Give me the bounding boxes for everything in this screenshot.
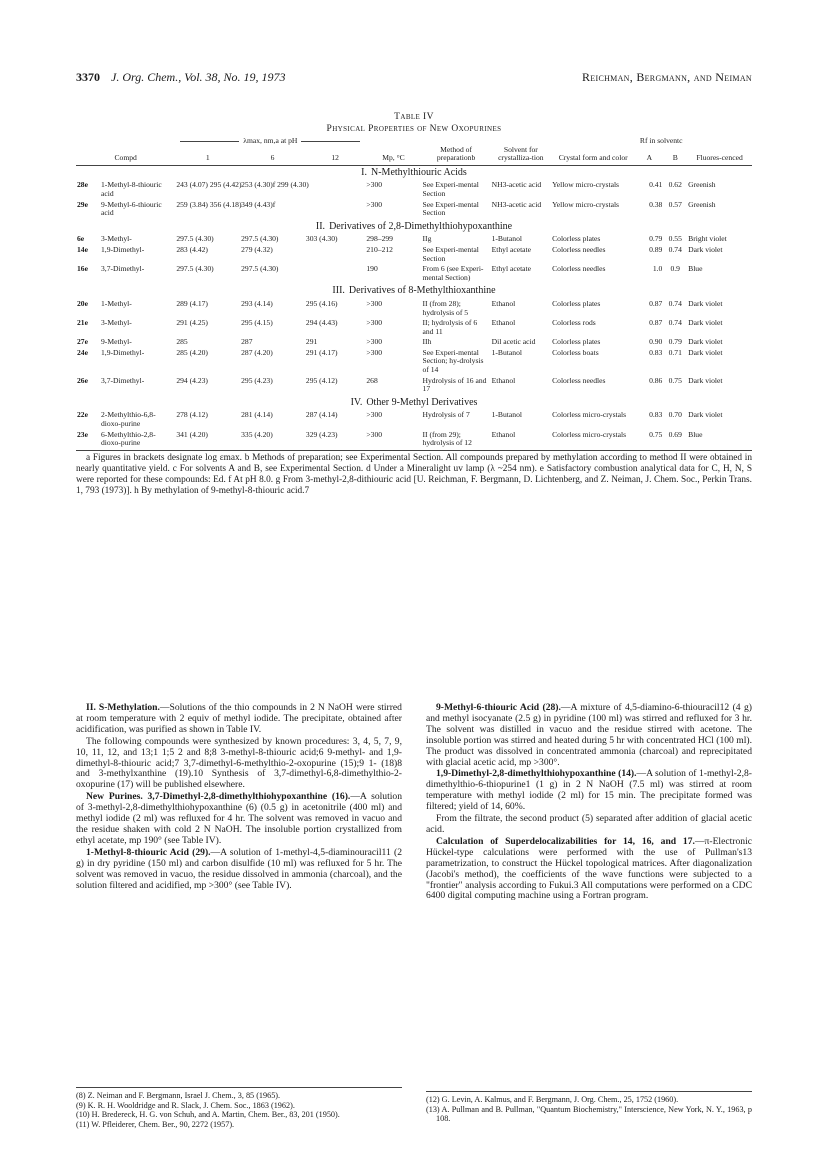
rf-a: 0.83 bbox=[649, 347, 663, 357]
col-solvent: Solvent for crystalliza-tion bbox=[491, 146, 551, 166]
footnote-text: a Figures in brackets designate log εmax. b Methods of preparation; see Experimental Section. All compounds prepared by methylation according to method II were obtained in nearly quantitative yield. c For solvents A and B, see Experimental Section. d Under a Mineralight uv lamp (λ ~254 nm). e Satisfactory combustion analytical data for C, H, N, S were reported for these compounds: Ed. f At pH 8.0. g From 3-methyl-2,8-dithiouric acid [U. Reichman, F. Bergmann, D. Lichtenberg, and Z. Neiman, J. Chem. Soc., Perkin Trans. 1, 793 (1973)]. h By methylation of 9-methyl-8-thiouric acid.7 bbox=[76, 452, 752, 496]
crystal-form: Yellow micro-crystals bbox=[552, 180, 620, 190]
fluorescence: Dark violet bbox=[688, 244, 723, 254]
paragraph bbox=[76, 737, 402, 792]
col-ph12: 12 bbox=[305, 146, 365, 166]
compound-cell bbox=[76, 181, 175, 200]
compound-number: 22e bbox=[77, 410, 88, 420]
paragraph-text: —A mixture of 4,5-diamino-6-thiouracil12 (4 g) and methyl isocyanate (2.5 g) in pyridine (100 ml) was stirred and refluxed for 3 hr. The solvent was distilled in vacuo and the residue stirred with acetone. The insoluble portion was stirred and heated during 5 hr with concentrated HCl (100 ml). The product was dissolved in concentrated ammonia (charcoal) and reprecipitated with glacial acetic acid, mp >300°. bbox=[426, 702, 752, 768]
table-row bbox=[76, 319, 752, 338]
uv-ph12: 295 (4.16) bbox=[305, 298, 338, 308]
section-row bbox=[76, 220, 752, 236]
uv-ph12: 329 (4.23) bbox=[305, 431, 365, 451]
solvent: NH3-acetic acid bbox=[491, 199, 542, 209]
fluorescence: Dark violet bbox=[688, 298, 723, 308]
uv-ph1: 297.5 (4.30) bbox=[176, 234, 214, 244]
section-title: N-Methylthiouric Acids bbox=[371, 166, 467, 178]
section-title: Other 9-Methyl Derivatives bbox=[366, 396, 478, 408]
paragraph bbox=[76, 703, 402, 736]
section-row bbox=[76, 284, 752, 300]
compound-number: 24e bbox=[77, 347, 88, 357]
solvent: NH3-acetic acid bbox=[491, 180, 542, 190]
table-row bbox=[76, 377, 752, 396]
section-cell bbox=[76, 165, 752, 181]
compound-number: 21e bbox=[77, 318, 88, 328]
compound-name: 9-Methyl-6-thiouric acid bbox=[101, 199, 162, 218]
fluorescence: Dark violet bbox=[688, 337, 723, 347]
compound-cell bbox=[76, 201, 175, 220]
section-cell bbox=[76, 396, 752, 412]
rf-a: 0.41 bbox=[649, 180, 663, 190]
col-ph6: 6 bbox=[240, 146, 305, 166]
crystal-form: Colorless plates bbox=[552, 298, 601, 308]
rf-b: 0.55 bbox=[668, 234, 682, 244]
compound-number: 26e bbox=[77, 375, 88, 385]
method: See Experi-mental Section bbox=[422, 180, 479, 198]
table-row bbox=[76, 181, 752, 200]
solvent: Ethanol bbox=[491, 375, 516, 385]
compound-name: 3,7-Dimethyl- bbox=[101, 375, 145, 385]
uv-ph6: 335 (4.20) bbox=[240, 431, 305, 451]
melting-point: >300 bbox=[366, 180, 383, 190]
method: IIg bbox=[422, 234, 432, 244]
rf-b: 0.74 bbox=[668, 318, 682, 328]
compound-name: 1-Methyl-8-thiouric acid bbox=[101, 180, 162, 198]
paragraph bbox=[426, 769, 752, 813]
crystal-form: Colorless needles bbox=[552, 244, 606, 254]
paragraph-text: The following compounds were synthesized by known procedures: 3, 4, 5, 7, 9, 10, 11, 12, and 13;1 1;5 2 and 8;8 3-methyl-8-thiouric acid;6 9-methyl- and 1,9-dimethyl-8-thiouric acid;7 3,7-dimethyl-6-methylthio-2-oxopurine (15);9 1- (18)8 and 3-methylxanthine (19).10 Synthesis of 3,7-dimethyl-6,8-dimethylthio-2-oxopurine (17) will be published elsewhere. bbox=[76, 735, 402, 791]
method: See Experi-mental Section bbox=[422, 199, 479, 218]
paragraph-text: —A solution of 1-methyl-2,8-dimethylthio-6-thiopurine1 (1 g) in 2 N NaOH (7.5 ml) was stirred at room temperature with methyl iodide (2 ml) for 15 min. The precipitate formed was filtered; yield of 14, 60%. bbox=[426, 768, 752, 813]
compound-cell bbox=[76, 265, 175, 284]
uv-ph12: 294 (4.43) bbox=[305, 318, 338, 328]
rf-a: 0.75 bbox=[635, 431, 663, 451]
paragraph-text: —A solution of 3-methyl-2,8-dimethylthiohypoxanthine (6) (0.5 g) in acetonitrile (400 ml) and methyl iodide (2 ml) was refluxed for 4 hr. The solvent was removed in vacuo and the residue shaken with cold 2 N NaOH. The insoluble portion crystallized from ethyl acetate, mp 190° (see Table IV). bbox=[76, 791, 402, 846]
col-compd: Compd bbox=[76, 146, 175, 166]
compound-cell bbox=[76, 377, 175, 396]
references bbox=[76, 1087, 402, 1129]
rf-a: 0.89 bbox=[649, 244, 663, 254]
melting-point: >300 bbox=[366, 199, 383, 209]
rf-b: 0.71 bbox=[668, 347, 682, 357]
uv-ph1: 285 (4.20) bbox=[176, 347, 208, 357]
uv-ph1: 259 (3.84) 356 (4.18) bbox=[176, 199, 242, 209]
uv-ph12: 303 (4.30) bbox=[305, 234, 338, 244]
rf-a: 0.90 bbox=[649, 337, 663, 347]
reference: (13) A. Pullman and B. Pullman, "Quantum Biochemistry," Interscience, New York, N. Y., 1963, p 108. bbox=[426, 1104, 752, 1124]
fluorescence: Bright violet bbox=[688, 234, 727, 244]
uv-ph6: 297.5 (4.30) bbox=[241, 234, 279, 244]
section-cell bbox=[76, 284, 752, 300]
method: Hydrolysis of 16 and 17 bbox=[422, 375, 487, 394]
method: IIh bbox=[422, 337, 432, 347]
crystal-form: Colorless needles bbox=[552, 375, 606, 385]
properties-table bbox=[76, 136, 752, 451]
table-footnotes bbox=[76, 453, 752, 497]
rf-a: 0.87 bbox=[649, 298, 663, 308]
section-number: III. bbox=[332, 285, 345, 297]
uv-ph12 bbox=[305, 246, 365, 265]
rf-header: Rf in solventc bbox=[639, 136, 683, 145]
section-number: IV. bbox=[350, 396, 363, 408]
uv-ph6: 253 (4.30)f 299 (4.30) bbox=[241, 180, 309, 190]
paragraph bbox=[426, 837, 752, 902]
rf-b: 0.79 bbox=[668, 337, 682, 347]
compound-cell bbox=[76, 300, 175, 319]
melting-point: >300 bbox=[366, 347, 383, 357]
compound-number: 16e bbox=[77, 264, 88, 274]
method: II (from 29); hydrolysis of 12 bbox=[422, 431, 491, 451]
compound-cell bbox=[76, 411, 175, 430]
fluorescence: Dark violet bbox=[688, 318, 723, 328]
left-column bbox=[76, 702, 402, 1129]
uv-ph6: 287 (4.20) bbox=[241, 347, 273, 357]
table-row bbox=[76, 300, 752, 319]
rf-b: 0.74 bbox=[668, 244, 682, 254]
paragraph-heading: 1,9-Dimethyl-2,8-dimethylthiohypoxanthine (14). bbox=[436, 768, 637, 780]
melting-point: 268 bbox=[366, 375, 378, 385]
table-row bbox=[76, 349, 752, 377]
compound-number: 23e bbox=[77, 429, 88, 439]
uv-ph6: 287 bbox=[241, 337, 253, 347]
melting-point: >300 bbox=[366, 298, 383, 308]
uv-ph1: 243 (4.07) 295 (4.42) bbox=[176, 180, 242, 190]
uv-ph12 bbox=[305, 201, 365, 220]
solvent: 1-Butanol bbox=[491, 410, 522, 420]
section-number: I. bbox=[361, 166, 367, 178]
reference: (8) Z. Neiman and F. Bergmann, Israel J. Chem., 3, 85 (1965). bbox=[76, 1091, 281, 1100]
uv-ph6: 295 (4.23) bbox=[241, 375, 273, 385]
col-ph1: 1 bbox=[175, 146, 240, 166]
rf-b: 0.75 bbox=[668, 375, 682, 385]
uv-ph6: 279 (4.32) bbox=[241, 244, 273, 254]
melting-point: >300 bbox=[365, 431, 421, 451]
page-number: 3370 bbox=[76, 70, 100, 84]
section-row bbox=[76, 165, 752, 181]
compound-number: 29e bbox=[77, 199, 88, 209]
compound-cell bbox=[76, 349, 175, 377]
uv-ph12: 291 (4.17) bbox=[305, 347, 338, 357]
paragraph bbox=[426, 814, 752, 836]
rf-a: 0.79 bbox=[649, 234, 663, 244]
compound-name: 1-Methyl- bbox=[101, 298, 132, 308]
table-row bbox=[76, 411, 752, 430]
method: From 6 (see Experi-mental Section) bbox=[422, 264, 484, 282]
compound-name: 6-Methylthio-2,8-dioxo-purine bbox=[101, 429, 156, 448]
rf-b: 0.69 bbox=[663, 431, 687, 451]
crystal-form: Colorless boats bbox=[552, 347, 599, 357]
method: Hydrolysis of 7 bbox=[422, 410, 470, 420]
reference: (11) W. Pfleiderer, Chem. Ber., 90, 2272 (1957). bbox=[76, 1119, 235, 1129]
solvent: Ethanol bbox=[491, 318, 516, 328]
col-mp: Mp, °C bbox=[365, 146, 421, 166]
table-row bbox=[76, 431, 752, 451]
uv-ph12 bbox=[305, 265, 365, 284]
compound-name: 3-Methyl- bbox=[101, 234, 132, 244]
col-crystal: Crystal form and color bbox=[551, 146, 635, 166]
uv-ph6: 281 (4.14) bbox=[241, 410, 273, 420]
compound-number: 14e bbox=[77, 244, 88, 254]
rf-b: 0.62 bbox=[668, 180, 682, 190]
section-number: II. bbox=[315, 220, 326, 232]
paragraph-text: —π-Electronic Hückel-type calculations were performed with the use of Pullman's13 parametrization, to construct the Hückel topological matrices. After diagonalization (Jacobi's method), the coefficients of the wave functions were subjected to a "frontier" analysis according to Fukui.3 All computations were performed on a CDC 6400 digital computing machine using a Fortran program. bbox=[426, 835, 752, 902]
paragraph-heading: II. S-Methylation. bbox=[86, 702, 160, 713]
solvent: Ethyl acetate bbox=[491, 244, 532, 254]
compound-cell bbox=[76, 431, 175, 451]
crystal-form: Colorless plates bbox=[552, 337, 601, 347]
uv-ph6: 297.5 (4.30) bbox=[241, 264, 279, 274]
crystal-form: Colorless rods bbox=[552, 318, 596, 328]
uv-ph1: 289 (4.17) bbox=[176, 298, 208, 308]
table-caption: Table IV bbox=[394, 112, 434, 122]
section-cell bbox=[76, 220, 752, 236]
method: II; hydrolysis of 6 and 11 bbox=[422, 318, 478, 336]
solvent: Dil acetic acid bbox=[491, 337, 536, 347]
uv-ph6: 349 (4.43)f bbox=[241, 199, 276, 209]
fluorescence: Greenish bbox=[688, 180, 716, 190]
compound-number: 6e bbox=[77, 234, 85, 244]
rf-a: 0.83 bbox=[649, 410, 663, 420]
melting-point: >300 bbox=[366, 337, 383, 347]
solvent: 1-Butanol bbox=[491, 347, 522, 357]
paragraph bbox=[426, 703, 752, 768]
melting-point: 298–299 bbox=[366, 234, 393, 244]
uv-ph1: 341 (4.20) bbox=[175, 431, 240, 451]
compound-name: 1,9-Dimethyl- bbox=[101, 347, 145, 357]
uv-ph12: 295 (4.12) bbox=[305, 375, 338, 385]
rf-b: 0.74 bbox=[668, 298, 682, 308]
uv-ph12 bbox=[305, 181, 365, 200]
uv-ph1: 285 bbox=[176, 337, 188, 347]
lambda-header: λmax, nm,a at pH bbox=[175, 136, 365, 146]
melting-point: >300 bbox=[366, 410, 383, 420]
compound-name: 9-Methyl- bbox=[101, 337, 132, 347]
col-fluorescence: Fluores-cenced bbox=[687, 146, 752, 166]
uv-ph6: 295 (4.15) bbox=[241, 318, 273, 328]
col-rf-a: A bbox=[635, 146, 663, 166]
compound-name: 3,7-Dimethyl- bbox=[101, 264, 145, 274]
paragraph-text: From the filtrate, the second product (5) separated after addition of glacial acetic acid. bbox=[426, 813, 752, 835]
paragraph-text: —Solutions of the thio compounds in 2 N NaOH were stirred at room temperature with 2 equiv of methyl iodide. The precipitate, obtained after acidification, was purified as shown in Table IV. bbox=[76, 702, 402, 735]
reference: (9) K. R. H. Wooldridge and R. Slack, J. Chem. Soc., 1863 (1962). bbox=[76, 1100, 295, 1110]
solvent: Ethyl acetate bbox=[491, 264, 532, 274]
section-title: Derivatives of 8-Methylthioxanthine bbox=[348, 285, 496, 297]
paragraph bbox=[76, 792, 402, 847]
melting-point: 190 bbox=[366, 264, 378, 274]
rf-b: 0.9 bbox=[670, 264, 680, 274]
reference: (10) H. Bredereck, H. G. von Schuh, and A. Martin, Chem. Ber., 83, 201 (1950). bbox=[76, 1110, 340, 1120]
compound-number: 20e bbox=[77, 298, 88, 308]
crystal-form: Colorless plates bbox=[552, 234, 601, 244]
compound-cell bbox=[76, 246, 175, 265]
crystal-form: Yellow micro-crystals bbox=[552, 199, 620, 209]
crystal-form: Colorless needles bbox=[552, 264, 606, 274]
rf-a: 0.86 bbox=[649, 375, 663, 385]
journal-citation: J. Org. Chem., Vol. 38, No. 19, 1973 bbox=[111, 70, 286, 84]
method: See Experi-mental Section; hy-drolysis of 14 bbox=[422, 347, 484, 375]
uv-ph1: 278 (4.12) bbox=[176, 410, 208, 420]
compound-name: 3-Methyl- bbox=[101, 318, 132, 328]
fluorescence: Blue bbox=[688, 264, 703, 274]
uv-ph1: 294 (4.23) bbox=[176, 375, 208, 385]
fluorescence: Blue bbox=[687, 431, 752, 451]
crystal-form: Colorless micro-crystals bbox=[551, 431, 635, 451]
uv-ph6: 293 (4.14) bbox=[241, 298, 273, 308]
uv-ph12: 291 bbox=[305, 337, 318, 347]
uv-ph12: 287 (4.14) bbox=[305, 410, 338, 420]
melting-point: 210–212 bbox=[366, 244, 393, 254]
right-column bbox=[426, 702, 752, 1124]
paragraph bbox=[76, 848, 402, 892]
section-title: Derivatives of 2,8-Dimethylthiohypoxanthine bbox=[329, 220, 513, 232]
journal-page bbox=[76, 70, 752, 1129]
rf-a: 1.0 bbox=[652, 264, 663, 274]
compound-name: 2-Methylthio-6,8-dioxo-purine bbox=[101, 410, 156, 429]
uv-ph1: 297.5 (4.30) bbox=[176, 264, 214, 274]
solvent: Ethanol bbox=[491, 431, 551, 451]
solvent: 1-Butanol bbox=[491, 234, 522, 244]
rf-b: 0.57 bbox=[668, 199, 682, 209]
col-method: Method of preparationb bbox=[422, 146, 491, 166]
uv-ph1: 283 (4.42) bbox=[176, 244, 208, 254]
table-body bbox=[76, 165, 752, 450]
paragraph-heading: Calculation of Superdelocalizabilities for 14, 16, and 17. bbox=[436, 835, 695, 847]
compound-name: 1,9-Dimethyl- bbox=[101, 244, 145, 254]
table-title: Physical Properties of New Oxopurines bbox=[326, 124, 502, 134]
col-rf-b: B bbox=[663, 146, 687, 166]
compound-number: 28e bbox=[77, 180, 88, 190]
fluorescence: Greenish bbox=[688, 199, 716, 209]
solvent: Ethanol bbox=[491, 298, 516, 308]
crystal-form: Colorless micro-crystals bbox=[552, 410, 627, 420]
rf-a: 0.38 bbox=[649, 199, 663, 209]
table-row bbox=[76, 246, 752, 265]
uv-ph1: 291 (4.25) bbox=[176, 318, 208, 328]
method: See Experi-mental Section bbox=[422, 244, 479, 263]
references bbox=[426, 1091, 752, 1124]
fluorescence: Dark violet bbox=[688, 410, 723, 420]
reference: (12) G. Levin, A. Kalmus, and F. Bergmann, J. Org. Chem., 25, 1752 (1960). bbox=[426, 1095, 679, 1104]
method: II (from 28); hydrolysis of 5 bbox=[422, 298, 469, 317]
paragraph-heading: 9-Methyl-6-thiouric Acid (28). bbox=[436, 702, 561, 713]
melting-point: >300 bbox=[366, 318, 383, 328]
paragraph-heading: New Purines. 3,7-Dimethyl-2,8-dimethylthiohypoxanthine (16). bbox=[86, 791, 351, 803]
section-row bbox=[76, 396, 752, 412]
rf-a: 0.87 bbox=[649, 318, 663, 328]
paragraph-heading: 1-Methyl-8-thiouric Acid (29). bbox=[86, 846, 211, 858]
compound-number: 27e bbox=[77, 337, 88, 347]
fluorescence: Dark violet bbox=[688, 347, 723, 357]
paragraph-text: —A solution of 1-methyl-4,5-diaminouracil11 (2 g) in dry pyridine (150 ml) and carbon disulfide (10 ml) was refluxed for 5 hr. The solvent was removed in vacuo, the residue dissolved in ammonia (charcoal), and the solution filtered and acidified, mp >300° (see Table IV). bbox=[76, 846, 402, 891]
compound-cell bbox=[76, 319, 175, 338]
table-row bbox=[76, 265, 752, 284]
table-row bbox=[76, 201, 752, 220]
rf-b: 0.70 bbox=[668, 410, 682, 420]
running-authors: Reichman, Bergmann, and Neiman bbox=[581, 70, 752, 84]
running-head bbox=[76, 70, 752, 86]
fluorescence: Dark violet bbox=[688, 375, 723, 385]
